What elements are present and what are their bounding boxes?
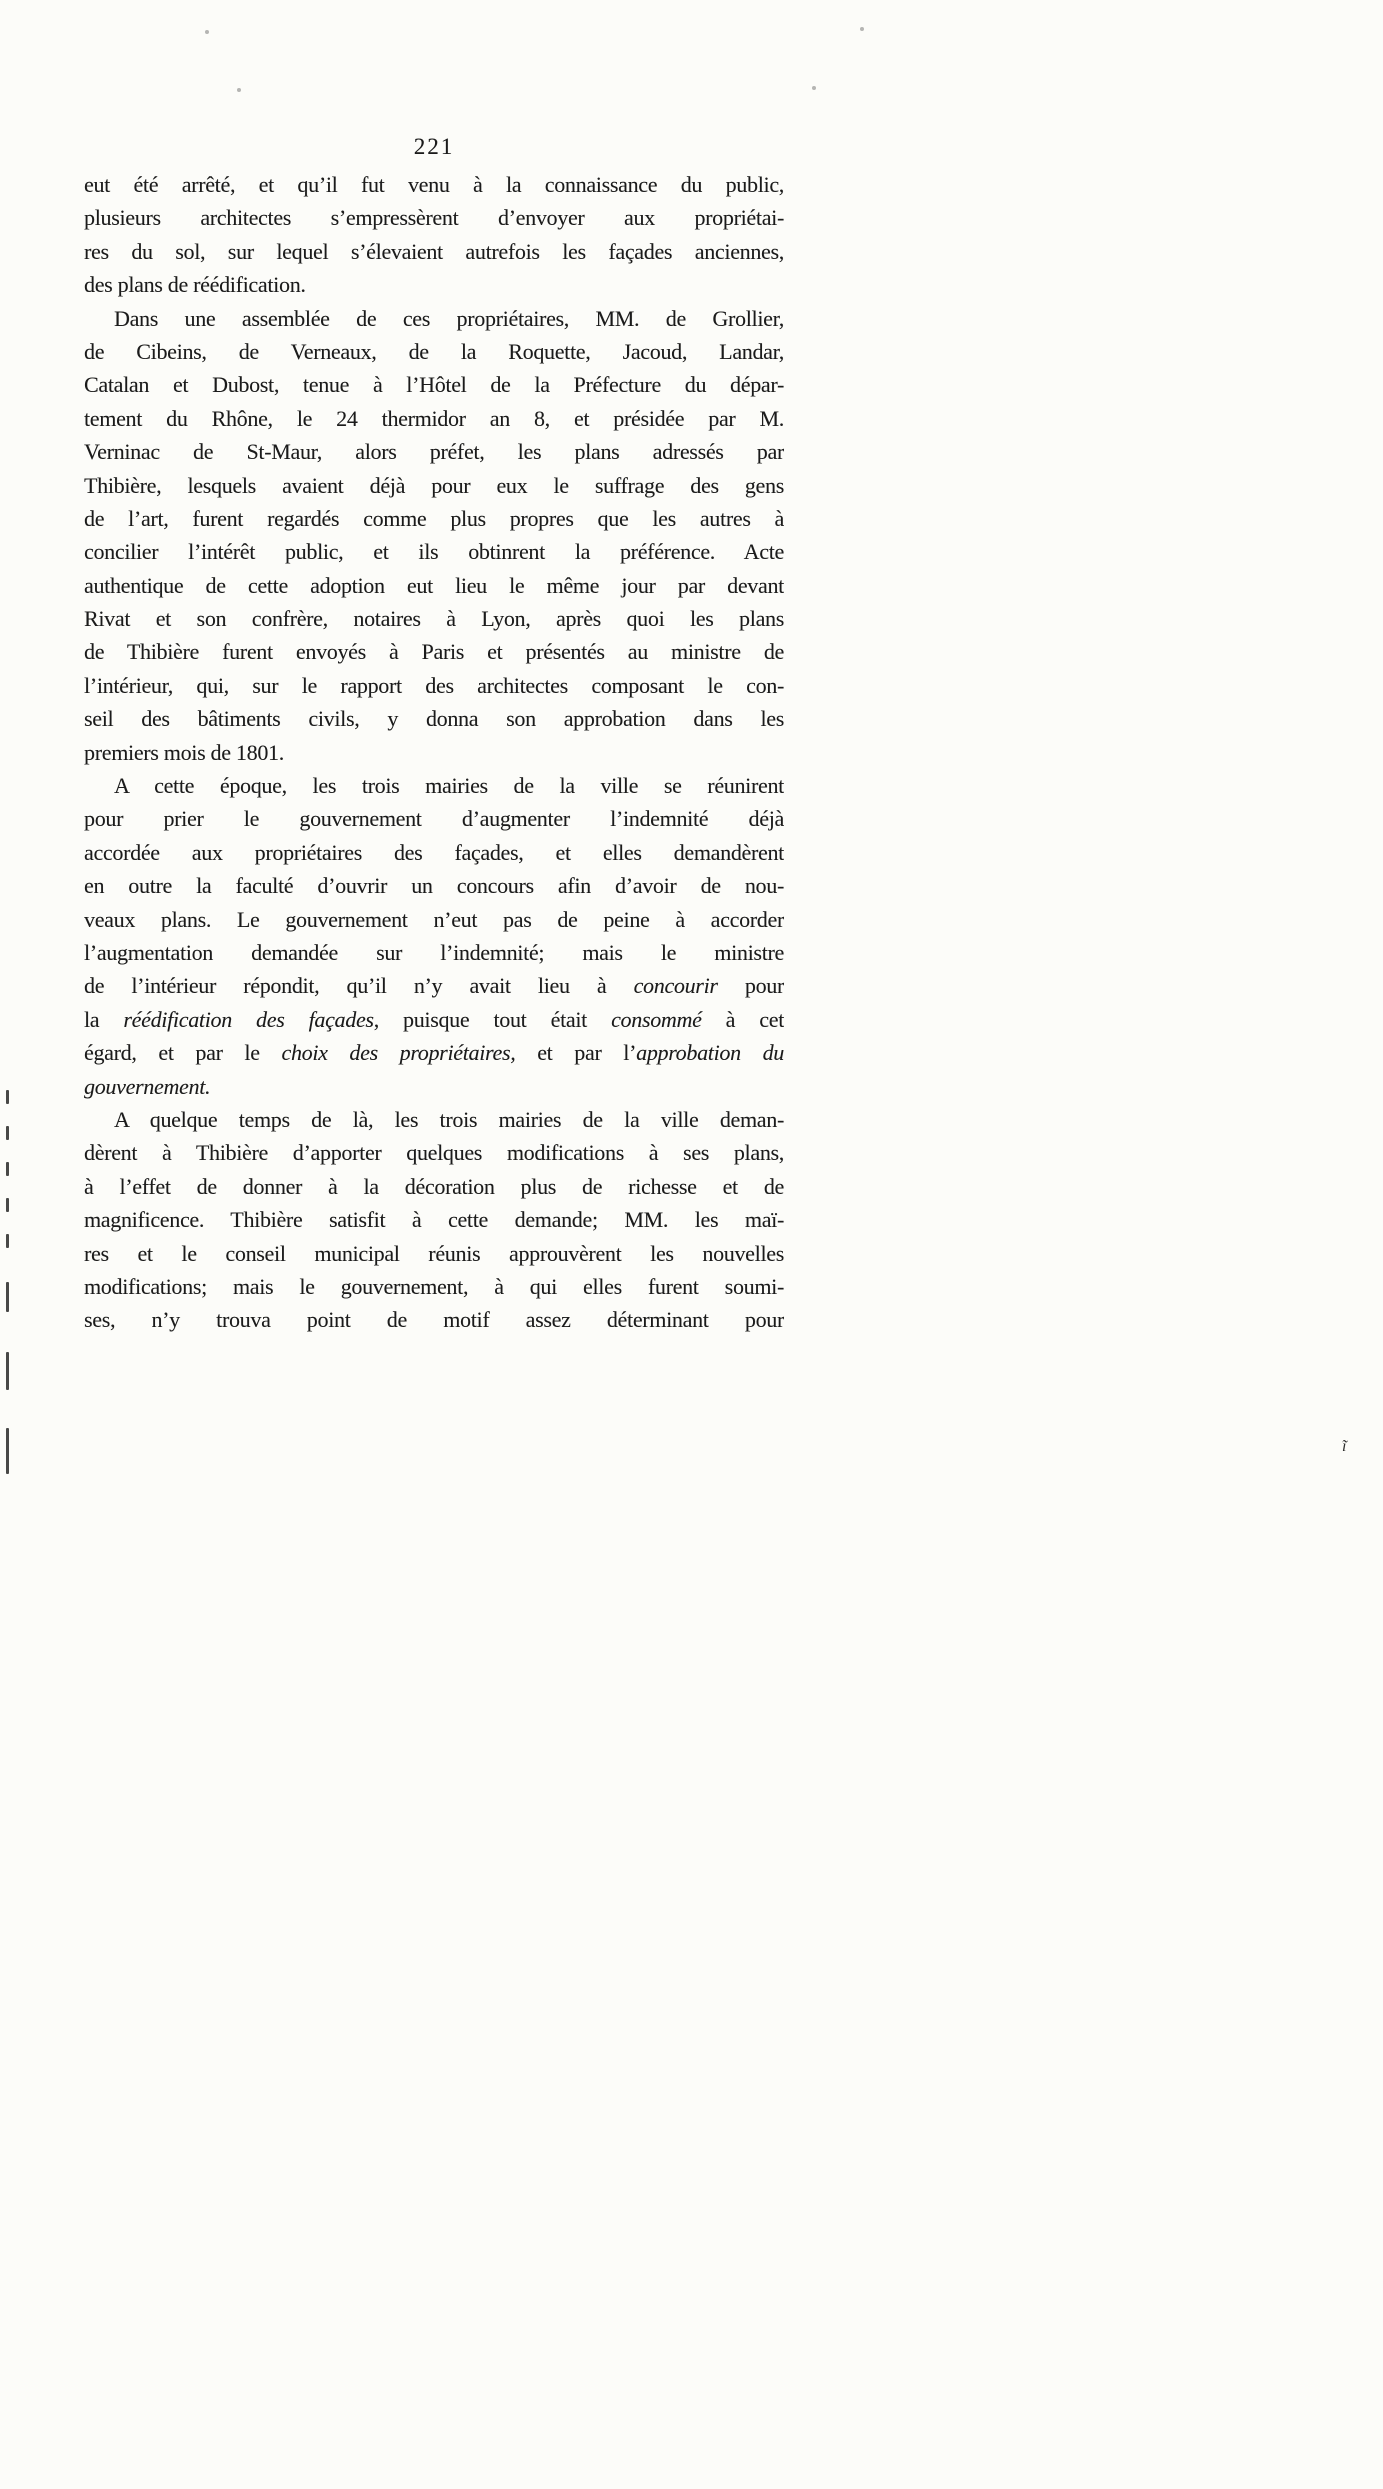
- text-segment: , puisque tout était: [373, 1006, 612, 1032]
- text-segment: accordée aux propriétaires des façades, et elles demandèrent: [84, 839, 784, 865]
- text-line: [84, 836, 784, 869]
- text-line: [84, 535, 784, 568]
- italic-text-segment: approbation du: [636, 1040, 784, 1066]
- scan-artifact: [6, 1352, 9, 1390]
- text-line: [84, 1203, 784, 1236]
- text-line: [84, 569, 784, 602]
- text-segment: de Cibeins, de Verneaux, de la Roquette, Jacoud, Landar,: [84, 338, 784, 364]
- text-segment: Verninac de St-Maur, alors préfet, les plans adressés par: [84, 439, 784, 465]
- text-line: [84, 1003, 784, 1036]
- text-line: [84, 1303, 784, 1336]
- text-line: [84, 1070, 784, 1103]
- text-segment: premiers mois de 1801.: [84, 739, 284, 765]
- scan-artifact: ĩ: [1342, 1438, 1347, 1455]
- text-segment: à cet: [701, 1006, 784, 1032]
- paragraph: [84, 769, 784, 1103]
- text-segment: Dans une assemblée de ces propriétaires, MM. de Grollier,: [114, 305, 784, 331]
- text-segment: des plans de réédification.: [84, 272, 306, 298]
- text-line: [84, 1036, 784, 1069]
- italic-text-segment: choix des propriétaires,: [281, 1040, 516, 1066]
- scan-artifact: [6, 1126, 9, 1140]
- text-line: [84, 702, 784, 735]
- text-line: [84, 969, 784, 1002]
- text-segment: à l’effet de donner à la décoration plus de richesse et de: [84, 1173, 784, 1199]
- text-segment: dèrent à Thibière d’apporter quelques modifications à ses plans,: [84, 1140, 784, 1166]
- text-segment: concilier l’intérêt public, et ils obtinrent la préférence. Acte: [84, 539, 784, 565]
- italic-text-segment: réédification des façades: [123, 1006, 374, 1032]
- text-line: [84, 736, 784, 769]
- text-segment: de l’intérieur répondit, qu’il n’y avait lieu à: [84, 973, 634, 999]
- text-block: [84, 168, 784, 1337]
- text-segment: pour prier le gouvernement d’augmenter l’indemnité déjà: [84, 806, 784, 832]
- text-segment: et par l’: [515, 1040, 637, 1066]
- text-line: [84, 368, 784, 401]
- scan-artifact: [6, 1198, 9, 1212]
- text-segment: en outre la faculté d’ouvrir un concours afin d’avoir de nou-: [84, 873, 784, 899]
- text-segment: authentique de cette adoption eut lieu le même jour par devant: [84, 572, 784, 598]
- scan-artifact: [812, 86, 816, 90]
- italic-text-segment: gouvernement.: [84, 1073, 211, 1099]
- scan-artifact: [237, 88, 241, 92]
- text-line: [84, 869, 784, 902]
- text-segment: pour: [717, 973, 784, 999]
- text-line: [84, 769, 784, 802]
- text-line: [84, 335, 784, 368]
- paragraph: [84, 168, 784, 302]
- text-line: [84, 469, 784, 502]
- italic-text-segment: consommé: [611, 1006, 702, 1032]
- text-line: [84, 201, 784, 234]
- text-segment: Catalan et Dubost, tenue à l’Hôtel de la Préfecture du dépar-: [84, 372, 784, 398]
- text-line: [84, 602, 784, 635]
- scan-artifact: [6, 1234, 9, 1248]
- text-line: [84, 502, 784, 535]
- text-line: [84, 903, 784, 936]
- text-line: [84, 802, 784, 835]
- text-line: [84, 435, 784, 468]
- text-segment: tement du Rhône, le 24 thermidor an 8, et présidée par M.: [84, 405, 784, 431]
- text-segment: res du sol, sur lequel s’élevaient autrefois les façades anciennes,: [84, 238, 784, 264]
- text-line: [84, 1170, 784, 1203]
- paragraph: [84, 302, 784, 769]
- text-segment: plusieurs architectes s’empressèrent d’envoyer aux propriétai-: [84, 205, 784, 231]
- text-segment: modifications; mais le gouvernement, à qui elles furent soumi-: [84, 1273, 784, 1299]
- text-segment: Rivat et son confrère, notaires à Lyon, après quoi les plans: [84, 606, 784, 632]
- text-line: [84, 402, 784, 435]
- text-segment: A cette époque, les trois mairies de la ville se réunirent: [114, 773, 784, 799]
- text-segment: magnificence. Thibière satisfit à cette demande; MM. les maï-: [84, 1207, 784, 1233]
- text-line: [84, 1136, 784, 1169]
- text-segment: seil des bâtiments civils, y donna son approbation dans les: [84, 706, 784, 732]
- text-segment: de l’art, furent regardés comme plus propres que les autres à: [84, 505, 784, 531]
- text-segment: veaux plans. Le gouvernement n’eut pas de peine à accorder: [84, 906, 784, 932]
- paragraph: [84, 1103, 784, 1337]
- text-segment: la: [84, 1006, 124, 1032]
- text-line: [84, 235, 784, 268]
- scan-artifact: [860, 27, 864, 31]
- page-number: 221: [413, 134, 455, 159]
- text-segment: égard, et par le: [84, 1040, 282, 1066]
- text-line: [84, 936, 784, 969]
- scan-artifact: [6, 1090, 9, 1104]
- text-line: [84, 1103, 784, 1136]
- text-segment: eut été arrêté, et qu’il fut venu à la connaissance du public,: [84, 172, 784, 197]
- text-segment: l’intérieur, qui, sur le rapport des architectes composant le con-: [84, 672, 784, 698]
- text-segment: A quelque temps de là, les trois mairies de la ville deman-: [114, 1106, 784, 1132]
- text-line: [84, 302, 784, 335]
- text-line: [84, 1237, 784, 1270]
- italic-text-segment: concourir: [633, 973, 718, 999]
- text-segment: res et le conseil municipal réunis approuvèrent les nouvelles: [84, 1240, 784, 1266]
- text-line: [84, 1270, 784, 1303]
- text-line: [84, 635, 784, 668]
- scan-artifact: [6, 1428, 9, 1474]
- scan-artifact: [6, 1162, 9, 1176]
- scan-artifact: [6, 1282, 9, 1312]
- text-segment: de Thibière furent envoyés à Paris et présentés au ministre de: [84, 639, 784, 665]
- text-segment: ses, n’y trouva point de motif assez déterminant pour: [84, 1307, 784, 1333]
- text-line: [84, 168, 784, 201]
- scan-artifact: [205, 30, 209, 34]
- text-line: [84, 268, 784, 301]
- text-segment: l’augmentation demandée sur l’indemnité; mais le ministre: [84, 939, 784, 965]
- text-segment: Thibière, lesquels avaient déjà pour eux le suffrage des gens: [84, 472, 784, 498]
- text-line: [84, 669, 784, 702]
